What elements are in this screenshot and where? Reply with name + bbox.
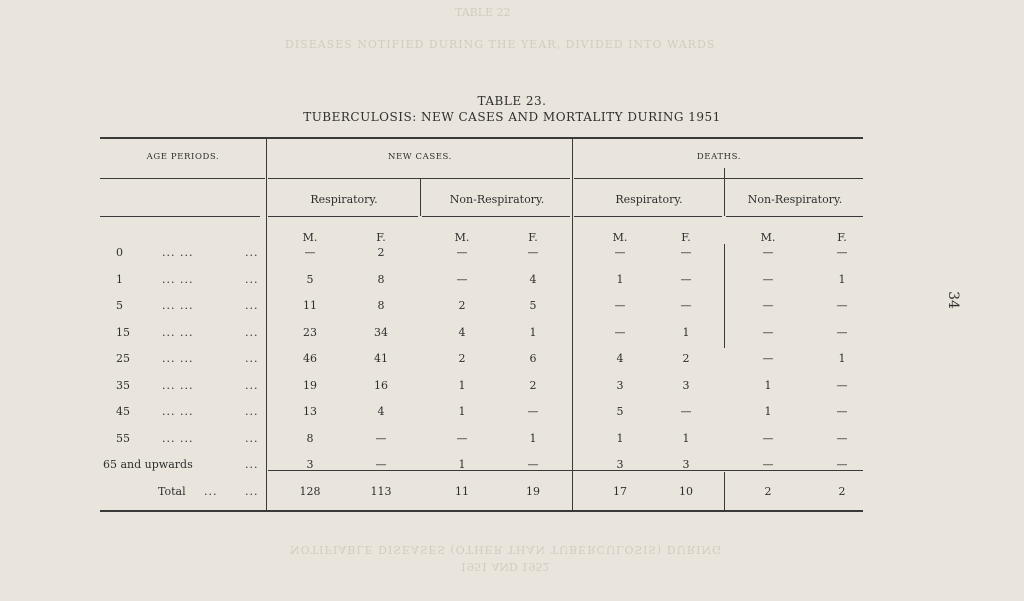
leader-dots: ... ...	[162, 299, 194, 312]
deaths-subheader-rule	[574, 178, 863, 179]
sub-rule-resp-new	[268, 216, 418, 217]
header-f: F.	[681, 231, 691, 244]
table-cell: 6	[529, 352, 537, 365]
table-number: TABLE 23.	[477, 94, 547, 108]
table-cell: 34	[374, 326, 388, 339]
header-m: M.	[302, 231, 318, 244]
table-cell: 5	[616, 405, 624, 418]
table-cell: —	[836, 326, 848, 339]
table-cell: 1	[764, 379, 772, 392]
table-cell: —	[680, 299, 692, 312]
table-cell: 1	[458, 405, 466, 418]
total-value: 128	[299, 485, 321, 498]
table-cell: 2	[458, 299, 466, 312]
table-cell: —	[762, 458, 774, 471]
age-period-label: 35	[116, 379, 130, 392]
table-cell: —	[680, 405, 692, 418]
table-cell: —	[762, 246, 774, 259]
bleed-through-title: TABLE 22	[455, 6, 511, 19]
table-cell: —	[304, 246, 316, 259]
table-cell: —	[762, 326, 774, 339]
leader-dots: ... ...	[162, 246, 194, 259]
header-f: F.	[528, 231, 538, 244]
vrule-resp-nonresp-deaths-lower	[724, 244, 725, 348]
table-cell: —	[375, 458, 387, 471]
leader-dots-end: ...	[245, 273, 259, 286]
total-value: 17	[613, 485, 627, 498]
leader-dots: ... ...	[162, 352, 194, 365]
table-cell: —	[762, 299, 774, 312]
total-value: 11	[455, 485, 469, 498]
header-f: F.	[837, 231, 847, 244]
table-cell: —	[762, 273, 774, 286]
table-cell: 13	[303, 405, 317, 418]
table-cell: —	[680, 246, 692, 259]
header-deaths-respiratory: Respiratory.	[615, 193, 683, 206]
table-cell: 3	[682, 458, 690, 471]
header-m: M.	[454, 231, 470, 244]
leader-dots: ... ...	[162, 405, 194, 418]
table-cell: 1	[764, 405, 772, 418]
table-cell: 2	[682, 352, 690, 365]
bleed-through-bottom-2: 1951 AND 1952	[460, 560, 550, 573]
table-cell: 3	[616, 379, 624, 392]
bleed-through-bottom-1: NOTIFIABLE DISEASES (OTHER THAN TUBERCULOSIS) DURING	[290, 543, 722, 556]
table-cell: —	[527, 458, 539, 471]
table-cell: —	[527, 405, 539, 418]
table-cell: —	[614, 299, 626, 312]
leader-dots-end: ...	[245, 405, 259, 418]
total-row-dots: ...	[245, 485, 259, 498]
table-cell: 16	[374, 379, 388, 392]
header-m: M.	[760, 231, 776, 244]
total-value: 19	[526, 485, 540, 498]
table-cell: 3	[682, 379, 690, 392]
table-cell: —	[614, 326, 626, 339]
table-cell: 1	[458, 458, 466, 471]
table-cell: 4	[458, 326, 466, 339]
table-cell: 23	[303, 326, 317, 339]
table-cell: 4	[616, 352, 624, 365]
table-cell: 1	[682, 326, 690, 339]
table-cell: 1	[838, 352, 846, 365]
leader-dots: ... ...	[162, 432, 194, 445]
table-cell: —	[456, 246, 468, 259]
leader-dots-end: ...	[245, 352, 259, 365]
top-rule	[100, 137, 863, 139]
table-cell: 19	[303, 379, 317, 392]
age-period-label: 45	[116, 405, 130, 418]
age-col-short-rule	[100, 216, 260, 217]
header-m: M.	[612, 231, 628, 244]
table-cell: 1	[616, 432, 624, 445]
table-cell: —	[614, 246, 626, 259]
table-cell: 8	[377, 299, 385, 312]
header-new-non-respiratory: Non-Respiratory.	[449, 193, 545, 206]
total-label: Total	[158, 485, 186, 498]
table-cell: —	[680, 273, 692, 286]
header-age-periods: AGE PERIODS.	[146, 152, 220, 162]
age-period-label: 15	[116, 326, 130, 339]
table-cell: —	[836, 432, 848, 445]
age-period-label: 0	[116, 246, 123, 259]
vrule-age	[266, 138, 267, 510]
table-cell: 1	[529, 432, 537, 445]
age-period-label: 5	[116, 299, 123, 312]
leader-dots: ... ...	[162, 379, 194, 392]
vrule-new-deaths	[572, 138, 573, 510]
table-cell: —	[527, 246, 539, 259]
leader-dots-end: ...	[245, 432, 259, 445]
table-cell: —	[375, 432, 387, 445]
age-period-label: 25	[116, 352, 130, 365]
leader-dots-end: ...	[245, 246, 259, 259]
vrule-resp-nonresp-deaths-upper	[724, 168, 725, 216]
new-cases-subheader-rule	[268, 178, 570, 179]
total-value: 113	[370, 485, 392, 498]
table-cell: 11	[303, 299, 317, 312]
table-cell: 5	[529, 299, 537, 312]
table-cell: 1	[458, 379, 466, 392]
age-header-rule	[100, 178, 265, 179]
table-cell: 2	[458, 352, 466, 365]
leader-dots-end: ...	[245, 326, 259, 339]
table-cell: 5	[306, 273, 314, 286]
table-cell: 8	[306, 432, 314, 445]
table-cell: —	[836, 405, 848, 418]
bottom-rule	[100, 510, 863, 512]
table-cell: —	[836, 299, 848, 312]
age-period-label: 65 and upwards	[103, 458, 193, 471]
table-cell: 2	[529, 379, 537, 392]
table-cell: 4	[529, 273, 537, 286]
table-cell: 4	[377, 405, 385, 418]
table-cell: 3	[306, 458, 314, 471]
header-new-respiratory: Respiratory.	[310, 193, 378, 206]
leader-dots: ... ...	[162, 326, 194, 339]
bleed-through-subtitle: DISEASES NOTIFIED DURING THE YEAR, DIVIDED INTO WARDS	[285, 38, 716, 51]
header-deaths-non-respiratory: Non-Respiratory.	[747, 193, 843, 206]
table-cell: 8	[377, 273, 385, 286]
header-new-cases: NEW CASES.	[388, 152, 452, 162]
table-cell: 2	[377, 246, 385, 259]
table-cell: 46	[303, 352, 317, 365]
leader-dots-end: ...	[245, 299, 259, 312]
vrule-resp-nonresp-new	[420, 179, 421, 216]
age-period-label: 55	[116, 432, 130, 445]
leader-dots: ... ...	[162, 273, 194, 286]
table-cell: 1	[529, 326, 537, 339]
header-deaths: DEATHS.	[696, 152, 742, 162]
table-cell: —	[762, 352, 774, 365]
total-dots: ...	[204, 485, 218, 498]
vrule-resp-nonresp-deaths-total	[724, 472, 725, 510]
age-period-label: 1	[116, 273, 123, 286]
table-cell: —	[762, 432, 774, 445]
leader-dots-end: ...	[245, 379, 259, 392]
table-cell: —	[456, 432, 468, 445]
header-f: F.	[376, 231, 386, 244]
sub-rule-nonresp-deaths	[726, 216, 863, 217]
page-number: 34	[944, 291, 961, 309]
table-cell: 1	[682, 432, 690, 445]
total-value: 10	[679, 485, 693, 498]
table-cell: 3	[616, 458, 624, 471]
sub-rule-nonresp-new	[422, 216, 570, 217]
leader-dots-end: ...	[245, 458, 259, 471]
table-title: TUBERCULOSIS: NEW CASES AND MORTALITY DURING 1951	[303, 110, 721, 124]
table-cell: —	[836, 246, 848, 259]
table-cell: 1	[838, 273, 846, 286]
table-cell: —	[836, 458, 848, 471]
total-value: 2	[838, 485, 846, 498]
total-value: 2	[764, 485, 772, 498]
sub-rule-resp-deaths	[574, 216, 722, 217]
table-cell: —	[456, 273, 468, 286]
table-cell: —	[836, 379, 848, 392]
table-cell: 41	[374, 352, 388, 365]
table-cell: 1	[616, 273, 624, 286]
